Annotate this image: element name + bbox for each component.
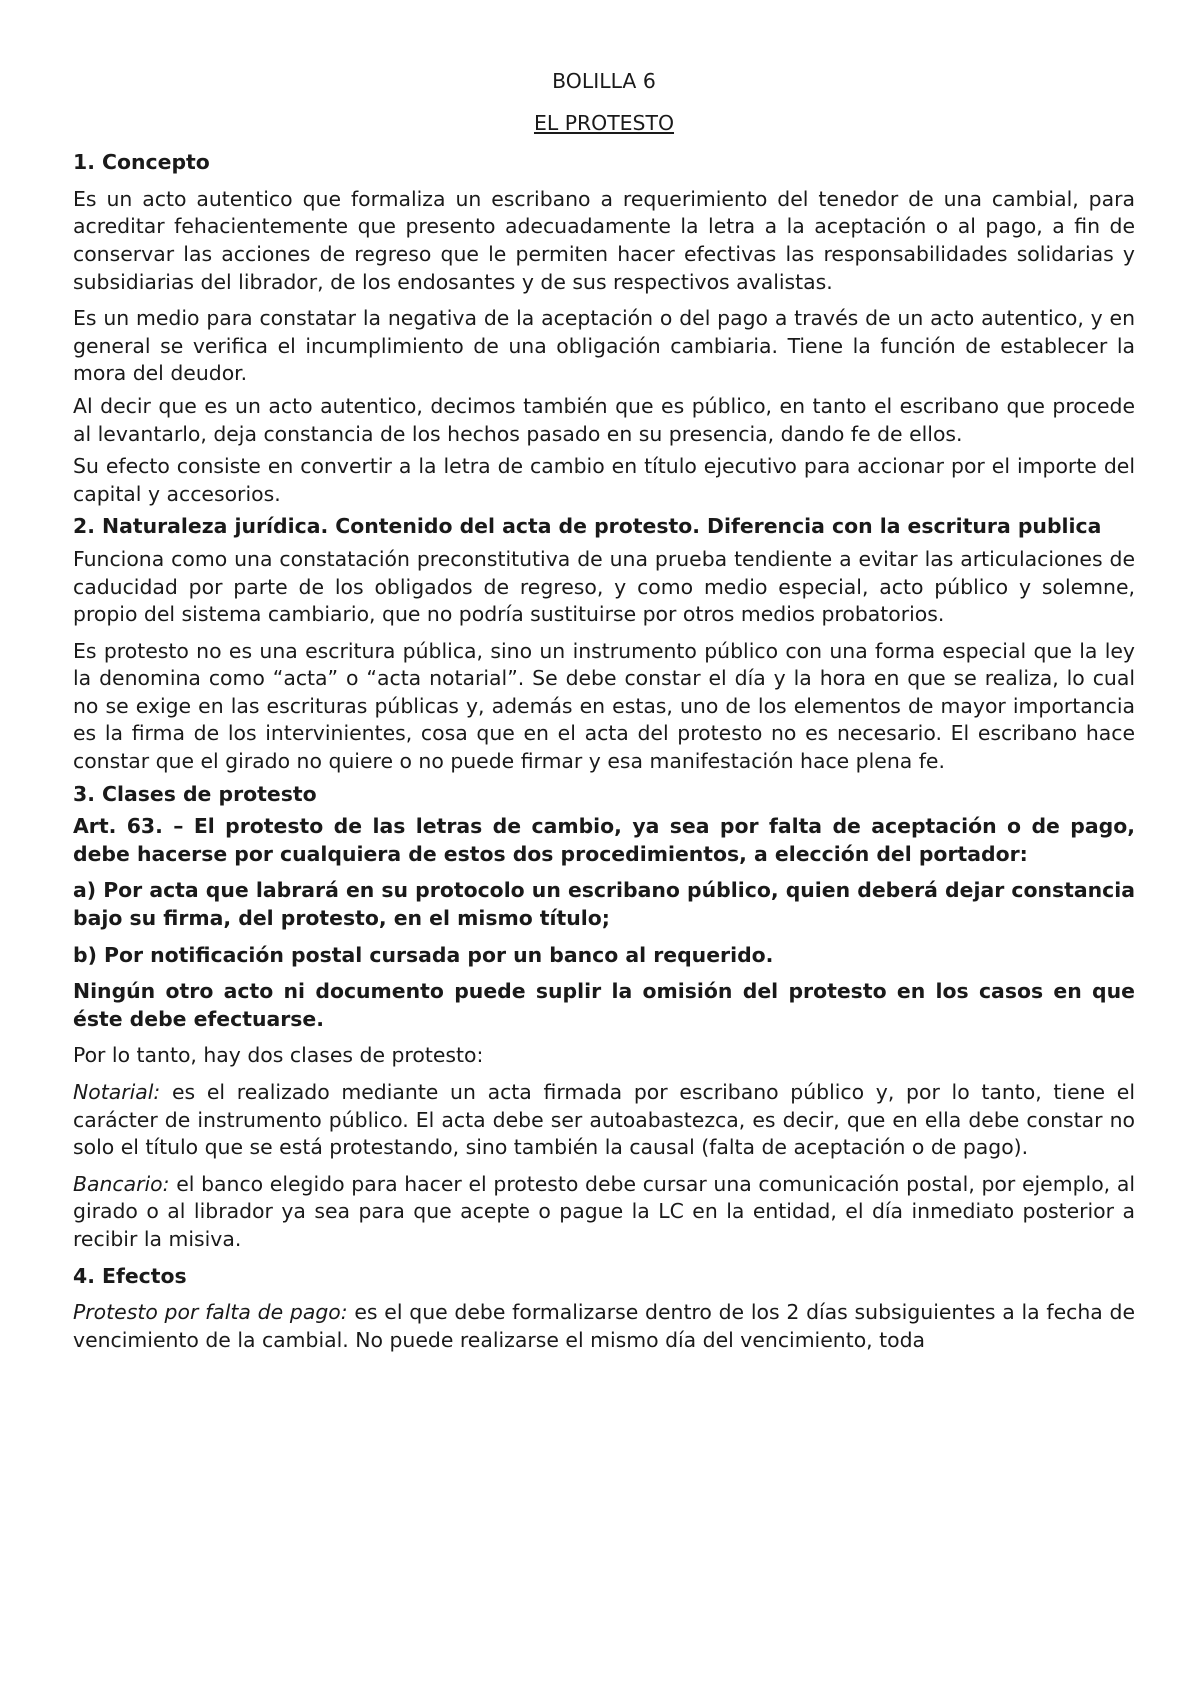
section-3-heading: 3. Clases de protesto bbox=[73, 781, 317, 806]
bancario-paragraph bbox=[73, 1171, 1135, 1254]
document-subtitle: EL PROTESTO bbox=[533, 110, 675, 135]
document-page bbox=[73, 68, 1135, 1363]
article-63-item-b: b) Por notificación postal cursada por un banco al requerido. bbox=[73, 942, 774, 967]
notarial-paragraph bbox=[73, 1079, 1135, 1162]
article-63-item-a: a) Por acta que labrará en su protocolo un escribano público, quien deberá dejar constancia bajo su firma, del protesto, en el mismo título; bbox=[73, 878, 1135, 931]
section-1-paragraph-1: Es un acto autentico que formaliza un escribano a requerimiento del tenedor de una cambial, para acreditar fehacientemente que presento adecuadamente la letra a la aceptación o al pago, a fin de conservar las acciones de regreso que le permiten hacer efectivas las responsabilidades solidarias y subsidiarias del librador, de los endosantes y de sus respectivos avalistas. bbox=[73, 186, 1135, 294]
section-2-paragraph-1: Funciona como una constatación preconstitutiva de una prueba tendiente a evitar las articulaciones de caducidad por parte de los obligados de regreso, y como medio especial, acto público y solemne, propio del sistema cambiario, que no podría sustituirse por otros medios probatorios. bbox=[73, 546, 1135, 627]
protest-classes-intro: Por lo tanto, hay dos clases de protesto: bbox=[73, 1043, 484, 1068]
falta-pago-label: Protesto por falta de pago: bbox=[73, 1300, 348, 1325]
notarial-label: Notarial: bbox=[73, 1080, 161, 1104]
section-1-paragraph-4: Su efecto consiste en convertir a la letra de cambio en título ejecutivo para accionar por el importe del capital y accesorios. bbox=[73, 454, 1135, 506]
notarial-text: es el realizado mediante un acta firmada por escribano público y, por lo tanto, tiene el carácter de instrumento público. El acta debe ser autoabastezca, es decir, que en ella debe constar no solo el título que se está protestando, sino también la causal (falta de aceptación o de pago). bbox=[73, 1080, 1135, 1160]
article-63-closing: Ningún otro acto ni documento puede suplir la omisión del protesto en los casos en que éste debe efectuarse. bbox=[73, 979, 1135, 1031]
document-title: BOLILLA 6 bbox=[552, 69, 656, 93]
section-1-paragraph-3: Al decir que es un acto autentico, decimos también que es público, en tanto el escribano que procede al levantarlo, deja constancia de los hechos pasado en su presencia, dando fe de ellos. bbox=[73, 393, 1135, 446]
falta-pago-text: es el que debe formalizarse dentro de los 2 días subsiguientes a la fecha de vencimiento de la cambial. No puede realizarse el mismo día del vencimiento, toda bbox=[73, 1300, 1135, 1352]
section-2-paragraph-2: Es protesto no es una escritura pública, sino un instrumento público con una forma especial que la ley la denomina como “acta” o “acta notarial”. Se debe constar el día y la hora en que se realiza, lo cual no se exige en las escrituras públicas y, además en estas, uno de los elementos de mayor importancia es la firma de los intervinientes, cosa que en el acta del protesto no es necesario. El escribano hace constar que el girado no quiere o no puede firmar y esa manifestación hace plena fe. bbox=[73, 638, 1135, 774]
section-4-heading: 4. Efectos bbox=[73, 1263, 187, 1288]
section-2-heading: 2. Naturaleza jurídica. Contenido del acta de protesto. Diferencia con la escritura publica bbox=[73, 514, 1102, 539]
section-1-paragraph-2: Es un medio para constatar la negativa de la aceptación o del pago a través de un acto autentico, y en general se verifica el incumplimiento de una obligación cambiaria. Tiene la función de establecer la mora del deudor. bbox=[73, 306, 1135, 386]
bancario-label: Bancario: bbox=[73, 1171, 170, 1196]
falta-pago-paragraph bbox=[73, 1299, 1135, 1354]
bancario-text: el banco elegido para hacer el protesto debe cursar una comunicación postal, por ejemplo, al girado o al librador ya sea para que acepte o pague la LC en la entidad, el día inmediato posterior a recibir la misiva. bbox=[73, 1171, 1135, 1251]
section-1-heading: 1. Concepto bbox=[73, 150, 210, 175]
article-63: Art. 63. – El protesto de las letras de cambio, ya sea por falta de aceptación o de pago, debe hacerse por cualquiera de estos dos procedimientos, a elección del portador: bbox=[73, 814, 1135, 866]
